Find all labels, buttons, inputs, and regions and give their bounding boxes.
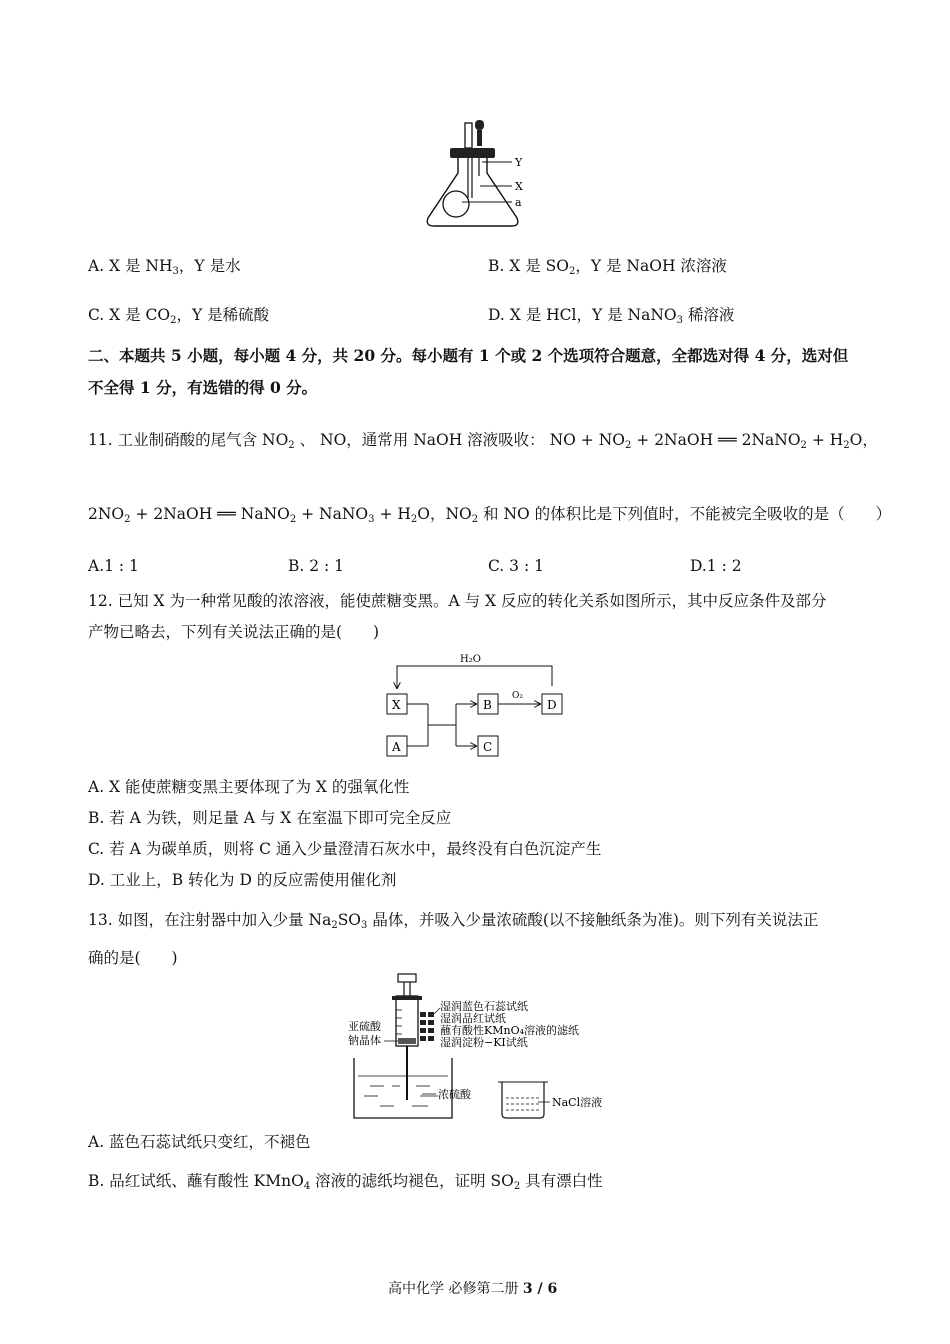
section-2-instructions-line1: 二、本题共 5 小题，每小题 4 分，共 20 分。每小题有 1 个或 2 个选项符合题意，全都选对得 4 分，选对但 (88, 346, 849, 365)
q12-option-a: A. X 能使蔗糖变黑主要体现了为 X 的强氧化性 (88, 778, 410, 796)
crystal-layer (398, 1038, 416, 1044)
q12-option-b: B. 若 A 为铁，则足量 A 与 X 在室温下即可完全反应 (88, 809, 452, 827)
paper-label-1: 湿润蓝色石蕊试纸 (440, 1000, 528, 1013)
q11-option-d: D.1 : 2 (690, 557, 742, 575)
q13-option-a: A. 蓝色石蕊试纸只变红，不褪色 (88, 1133, 311, 1151)
stopper (450, 148, 495, 158)
page-number: 3 / 6 (522, 1281, 558, 1297)
page-footer (388, 1278, 557, 1298)
box-b-label: B (483, 698, 492, 712)
box-x-label: X (392, 698, 401, 712)
crystal-label-1: 亚硫酸 (348, 1020, 381, 1033)
q11-stem-line2: $2NO_2$ + 2NaOH ══ NaNO$_2$ + NaNO$_3$ + $H_2O$，$NO_2$ 和 NO 的体积比是下列值时，不能被完全吸收的是（ ） (88, 505, 892, 525)
box-c-label: C (483, 740, 493, 754)
q12-stem-line1: 12. 已知 X 为一种常见酸的浓溶液，能使蔗糖变黑。A 与 X 反应的转化关系如图所示，其中反应条件及部分 (88, 592, 827, 610)
label-x: X (515, 180, 523, 193)
q13-stem-line1: 13. 如图，在注射器中加入少量 $Na_2SO_3$ 晶体，并吸入少量浓硫酸(以不接触纸条为准)。则下列有关说法正 (88, 911, 819, 931)
q12-stem-line2: 产物已略去，下列有关说法正确的是( ) (88, 623, 380, 641)
footer-title: 高中化学 必修第二册 (388, 1281, 523, 1297)
q12-flow-diagram (380, 648, 580, 763)
q11-option-c: C. 3 : 1 (488, 557, 544, 575)
label-y: Y (515, 156, 523, 169)
q13-syringe-figure (340, 970, 620, 1122)
q10-option-c: C. X 是 $CO_2$，Y 是稀硫酸 (88, 306, 270, 326)
box-d-label: D (547, 698, 557, 712)
crystal-label-2: 钠晶体 (348, 1034, 381, 1047)
q11-stem-line1: 11. 工业制硝酸的尾气含 $NO_2$ 、 NO，通常用 NaOH 溶液吸收： NO + $NO_2$ + 2NaOH ══ 2NaNO$_2$ + $H_2O$， (88, 431, 878, 451)
beaker-nacl (502, 1082, 544, 1118)
q13-option-b: B. 品红试纸、蘸有酸性 KMnO$_4$ 溶液的滤纸均褪色，证明 $SO_2$ 具有漂白性 (88, 1172, 603, 1192)
label-a: a (515, 196, 522, 209)
q10-option-b: B. X 是 $SO_2$，Y 是 NaOH 浓溶液 (488, 257, 727, 277)
o2-label: O₂ (512, 691, 523, 701)
dropper-neck (477, 130, 482, 146)
dropper-bulb (475, 120, 484, 130)
q11-option-b: B. 2 : 1 (288, 557, 345, 575)
paper-label-4: 湿润淀粉−KI试纸 (440, 1036, 528, 1049)
acid-label: 浓硫酸 (438, 1088, 471, 1101)
balloon (443, 191, 469, 217)
box-a-label: A (392, 740, 401, 754)
section-2-instructions-line2: 不全得 1 分，有选错的得 0 分。 (88, 378, 318, 397)
flask-figure (420, 118, 540, 233)
q10-option-d: D. X 是 HCl，Y 是 NaNO$_3$ 稀溶液 (488, 306, 735, 326)
q10-option-a: A. X 是 $NH_3$，Y 是水 (88, 257, 241, 277)
q13-stem-line2: 确的是( ) (88, 949, 178, 967)
q11-option-a: A.1 : 1 (88, 557, 139, 575)
q12-option-d: D. 工业上，B 转化为 D 的反应需使用催化剂 (88, 871, 397, 889)
h2o-label: H₂O (460, 654, 481, 665)
nacl-label: NaCl溶液 (552, 1096, 603, 1109)
q12-option-c: C. 若 A 为碳单质，则将 C 通入少量澄清石灰水中，最终没有白色沉淀产生 (88, 840, 602, 858)
paper-label-3: 蘸有酸性KMnO₄溶液的滤纸 (440, 1024, 579, 1037)
paper-label-2: 湿润品红试纸 (440, 1012, 506, 1025)
glass-tube (465, 123, 472, 148)
